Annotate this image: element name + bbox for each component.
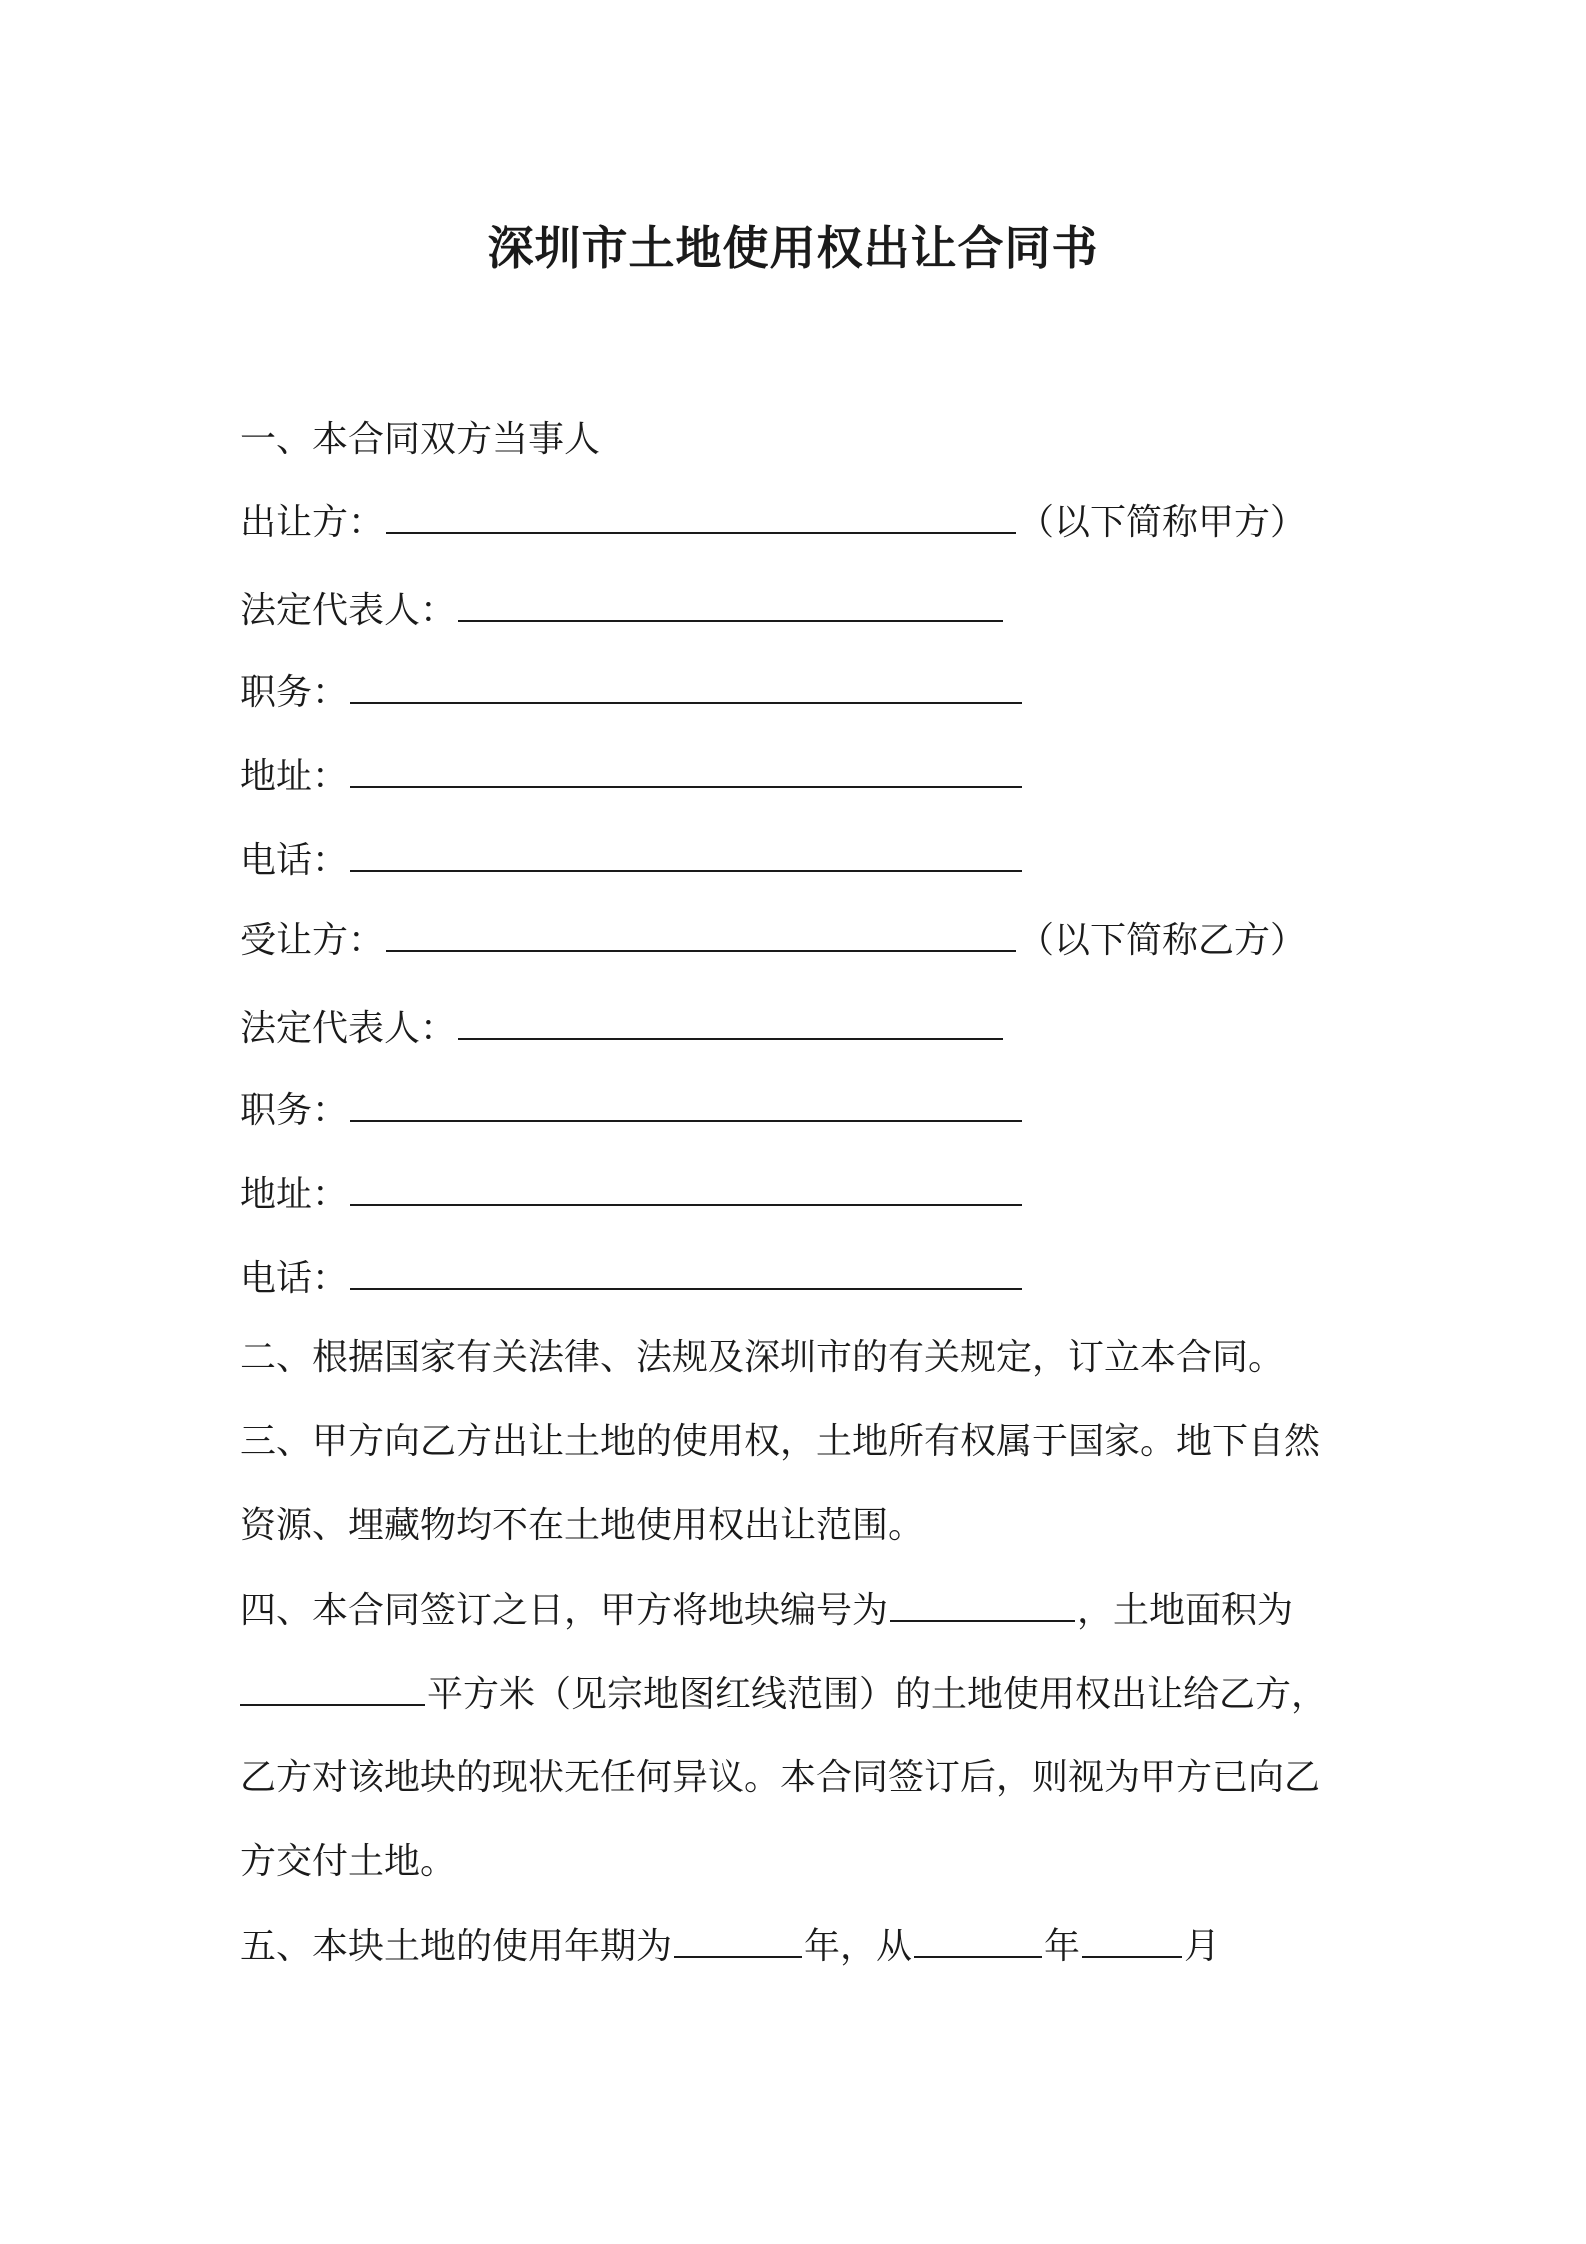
address-label: 地址：	[240, 1174, 349, 1215]
clause-4-line-1	[240, 1586, 1370, 1635]
transferor-row	[240, 498, 1370, 547]
phone-label: 电话：	[240, 1258, 349, 1299]
transferor-blank[interactable]	[386, 498, 1016, 534]
clause-5-text-a: 五、本块土地的使用年期为	[240, 1926, 673, 1967]
transferee-address-blank[interactable]	[350, 1170, 1022, 1206]
transferor-phone-blank[interactable]	[350, 836, 1022, 872]
transferee-blank[interactable]	[386, 916, 1016, 952]
term-years-blank[interactable]	[674, 1922, 802, 1958]
transferor-position-blank[interactable]	[350, 668, 1022, 704]
transferor-label: 出让方：	[240, 502, 385, 543]
transferee-phone-row	[240, 1254, 1370, 1303]
section1-heading: 一、本合同双方当事人	[240, 419, 601, 460]
start-month-blank[interactable]	[1082, 1922, 1182, 1958]
clause-5-text-c: 年	[1044, 1926, 1081, 1967]
transferee-position-row	[240, 1086, 1370, 1135]
phone-label: 电话：	[240, 840, 349, 881]
parcel-number-blank[interactable]	[890, 1586, 1075, 1622]
transferee-legal-rep-row	[240, 1004, 1370, 1053]
clause-3-line-1: 三、甲方向乙方出让土地的使用权，土地所有权属于国家。地下自然	[240, 1421, 1321, 1462]
clause-4-line-3: 乙方对该地块的现状无任何异议。本合同签订后，则视为甲方已向乙	[240, 1757, 1321, 1798]
start-year-blank[interactable]	[914, 1922, 1042, 1958]
transferor-address-row	[240, 752, 1370, 801]
clause-5-text-d: 月	[1184, 1926, 1221, 1967]
clause-4-line-4: 方交付土地。	[240, 1841, 457, 1882]
transferee-suffix: （以下简称乙方）	[1018, 920, 1307, 961]
transferor-legal-rep-row	[240, 586, 1370, 635]
document-title: 深圳市土地使用权出让合同书	[487, 221, 1099, 275]
legal-rep-label: 法定代表人：	[240, 590, 457, 631]
address-label: 地址：	[240, 756, 349, 797]
clause-4-line-2	[240, 1670, 1370, 1719]
legal-rep-label: 法定代表人：	[240, 1008, 457, 1049]
clause-2: 二、根据国家有关法律、法规及深圳市的有关规定，订立本合同。	[240, 1337, 1285, 1378]
transferor-legal-rep-blank[interactable]	[458, 586, 1003, 622]
transferor-suffix: （以下简称甲方）	[1018, 502, 1307, 543]
transferee-phone-blank[interactable]	[350, 1254, 1022, 1290]
land-area-blank[interactable]	[240, 1670, 425, 1706]
position-label: 职务：	[240, 672, 349, 713]
clause-4-text-a: 四、本合同签订之日，甲方将地块编号为	[240, 1590, 889, 1631]
clause-3-line-2: 资源、埋藏物均不在土地使用权出让范围。	[240, 1505, 925, 1546]
position-label: 职务：	[240, 1090, 349, 1131]
transferee-label: 受让方：	[240, 920, 385, 961]
transferor-position-row	[240, 668, 1370, 717]
clause-5-text-b: 年，从	[804, 1926, 913, 1967]
transferee-address-row	[240, 1170, 1370, 1219]
clause-5-line-1	[240, 1922, 1370, 1971]
transferor-address-blank[interactable]	[350, 752, 1022, 788]
transferee-legal-rep-blank[interactable]	[458, 1004, 1003, 1040]
transferee-position-blank[interactable]	[350, 1086, 1022, 1122]
clause-4-text-b: ，土地面积为	[1077, 1590, 1294, 1631]
transferee-row	[240, 916, 1370, 965]
transferor-phone-row	[240, 836, 1370, 885]
clause-4-text-c: 平方米（见宗地图红线范围）的土地使用权出让给乙方，	[427, 1674, 1328, 1715]
